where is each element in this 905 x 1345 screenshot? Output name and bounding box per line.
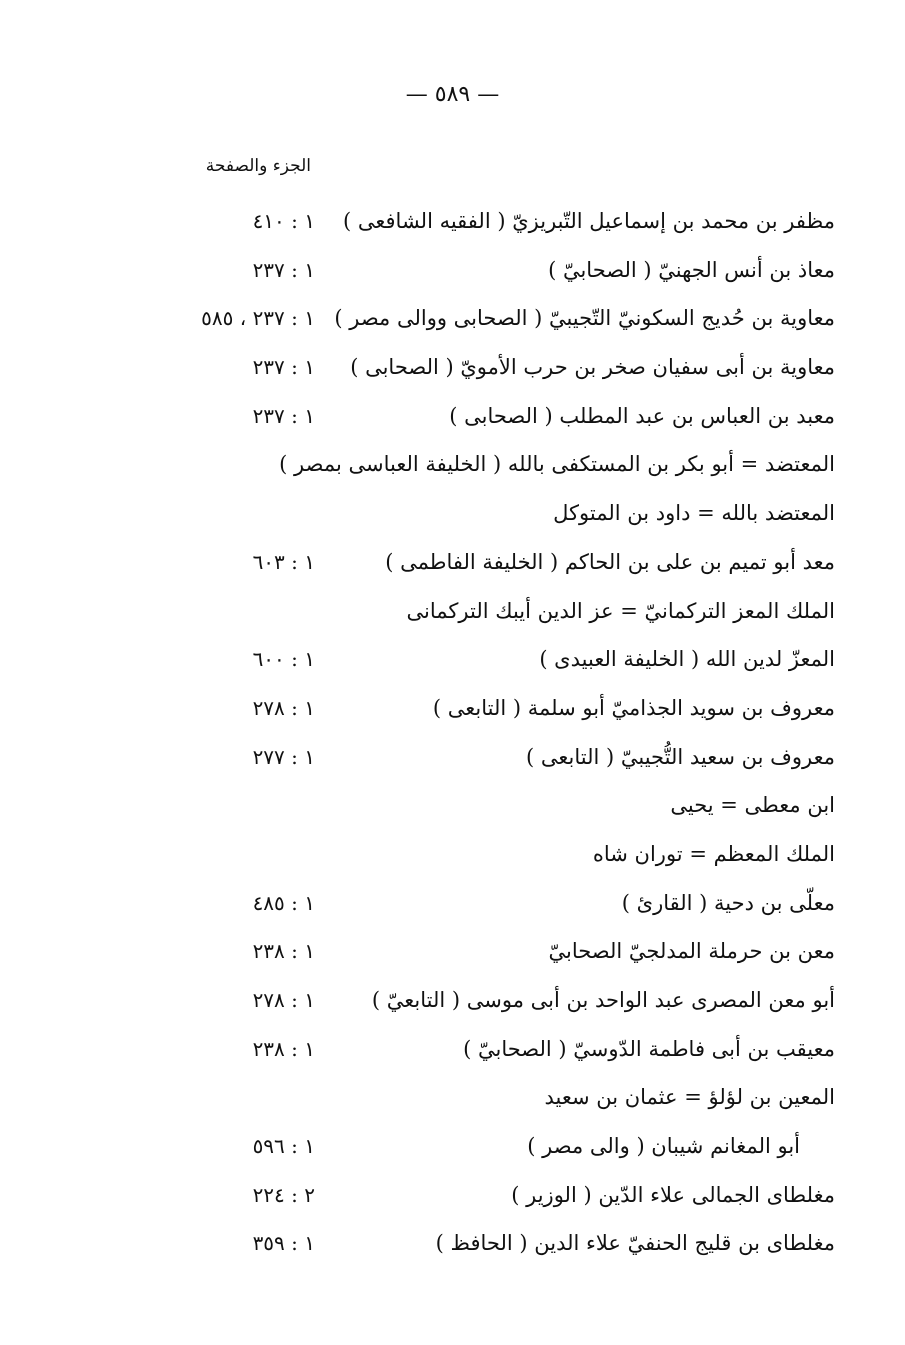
volume-page-column-header: الجزء والصفحة <box>205 156 311 176</box>
index-entry <box>0 684 905 733</box>
index-entry <box>0 197 905 246</box>
entry-reference: ١ : ٢٣٧ <box>252 355 315 380</box>
entry-reference: ١ : ٢٣٧ ، ٥٨٥ <box>201 306 315 331</box>
entry-name: المعزّ لدين الله ( الخليفة العبيدى ) <box>539 647 835 672</box>
index-entry <box>0 587 905 636</box>
entry-name: مغلطاى الجمالى علاء الدّين ( الوزير ) <box>511 1182 835 1207</box>
entry-name: معاوية بن أبى سفيان صخر بن حرب الأمويّ ( الصحابى ) <box>350 355 835 380</box>
entry-reference: ١ : ٦٠٣ <box>252 549 315 574</box>
entry-reference: ١ : ٦٠٠ <box>252 647 315 672</box>
entry-reference: ١ : ٤١٠ <box>252 209 315 233</box>
entry-reference: ١ : ٢٣٧ <box>252 403 315 428</box>
index-entry <box>0 440 905 489</box>
index-entries <box>0 197 905 1268</box>
index-entry <box>0 294 905 343</box>
index-entry <box>0 246 905 295</box>
index-entry <box>0 1171 905 1220</box>
entry-reference: ١ : ٢٧٧ <box>252 744 315 769</box>
entry-name: معروف بن سعيد التُّجيبيّ ( التابعى ) <box>526 744 835 769</box>
index-entry <box>0 1073 905 1122</box>
entry-reference: ١ : ٢٣٨ <box>252 1036 315 1061</box>
entry-name: معروف بن سويد الجذاميّ أبو سلمة ( التابعى ) <box>432 695 835 720</box>
entry-reference: ١ : ٢٧٨ <box>252 695 315 720</box>
entry-name: معاذ بن أنس الجهنيّ ( الصحابيّ ) <box>548 257 835 282</box>
entry-name: معبد بن العباس بن عبد المطلب ( الصحابى ) <box>449 403 835 428</box>
entry-reference: ١ : ٢٧٨ <box>252 988 315 1012</box>
entry-reference: ٢ : ٢٢٤ <box>252 1182 315 1207</box>
index-entry <box>0 879 905 928</box>
entry-reference: ١ : ٢٣٧ <box>252 257 315 282</box>
entry-name: الملك المعز التركمانيّ = عز الدين أيبك التركمانى <box>406 598 835 623</box>
index-entry <box>0 927 905 976</box>
index-entry <box>0 1219 905 1268</box>
index-entry <box>0 635 905 684</box>
index-entry <box>0 830 905 879</box>
index-entry <box>0 343 905 392</box>
index-entry <box>0 392 905 441</box>
page-number: — ٥٨٩ — <box>405 82 500 107</box>
index-entry <box>0 489 905 538</box>
index-entry <box>0 1025 905 1074</box>
entry-name: معن بن حرملة المدلجيّ الصحابيّ <box>548 939 835 964</box>
index-entry <box>0 976 905 1025</box>
entry-name: الملك المعظم = توران شاه <box>592 841 835 866</box>
entry-name: معيقب بن أبى فاطمة الدّوسيّ ( الصحابيّ ) <box>463 1036 835 1061</box>
index-entry <box>0 733 905 782</box>
entry-name: أبو المغانم شيبان ( والى مصر ) <box>527 1134 800 1159</box>
entry-name: مغلطاى بن قليج الحنفيّ علاء الدين ( الحافظ ) <box>435 1231 835 1256</box>
entry-reference: ١ : ٣٥٩ <box>252 1231 315 1256</box>
entry-reference: ١ : ٥٩٦ <box>252 1134 315 1159</box>
entry-name: معاوية بن حُديج السكونيّ التّجيبيّ ( الصحابى ووالى مصر ) <box>334 306 835 331</box>
entry-reference: ١ : ٢٣٨ <box>252 939 315 964</box>
index-entry <box>0 538 905 587</box>
entry-name: معد أبو تميم بن على بن الحاكم ( الخليفة الفاطمى ) <box>385 549 835 574</box>
index-entry <box>0 1122 905 1171</box>
entry-name: المعتضد بالله = داود بن المتوكل <box>553 501 835 526</box>
entry-name: معلّى بن دحية ( القارئ ) <box>621 890 835 915</box>
entry-name: المعين بن لؤلؤ = عثمان بن سعيد <box>544 1085 835 1110</box>
entry-name: أبو معن المصرى عبد الواحد بن أبى موسى ( التابعيّ ) <box>371 988 835 1012</box>
index-entry <box>0 781 905 830</box>
entry-reference: ١ : ٤٨٥ <box>252 890 315 915</box>
entry-name: المعتضد = أبو بكر بن المستكفى بالله ( الخليفة العباسى بمصر ) <box>279 452 835 477</box>
entry-name: مظفر بن محمد بن إسماعيل التّبريزيّ ( الفقيه الشافعى ) <box>343 209 835 233</box>
entry-name: ابن معطى = يحيى <box>670 793 835 818</box>
